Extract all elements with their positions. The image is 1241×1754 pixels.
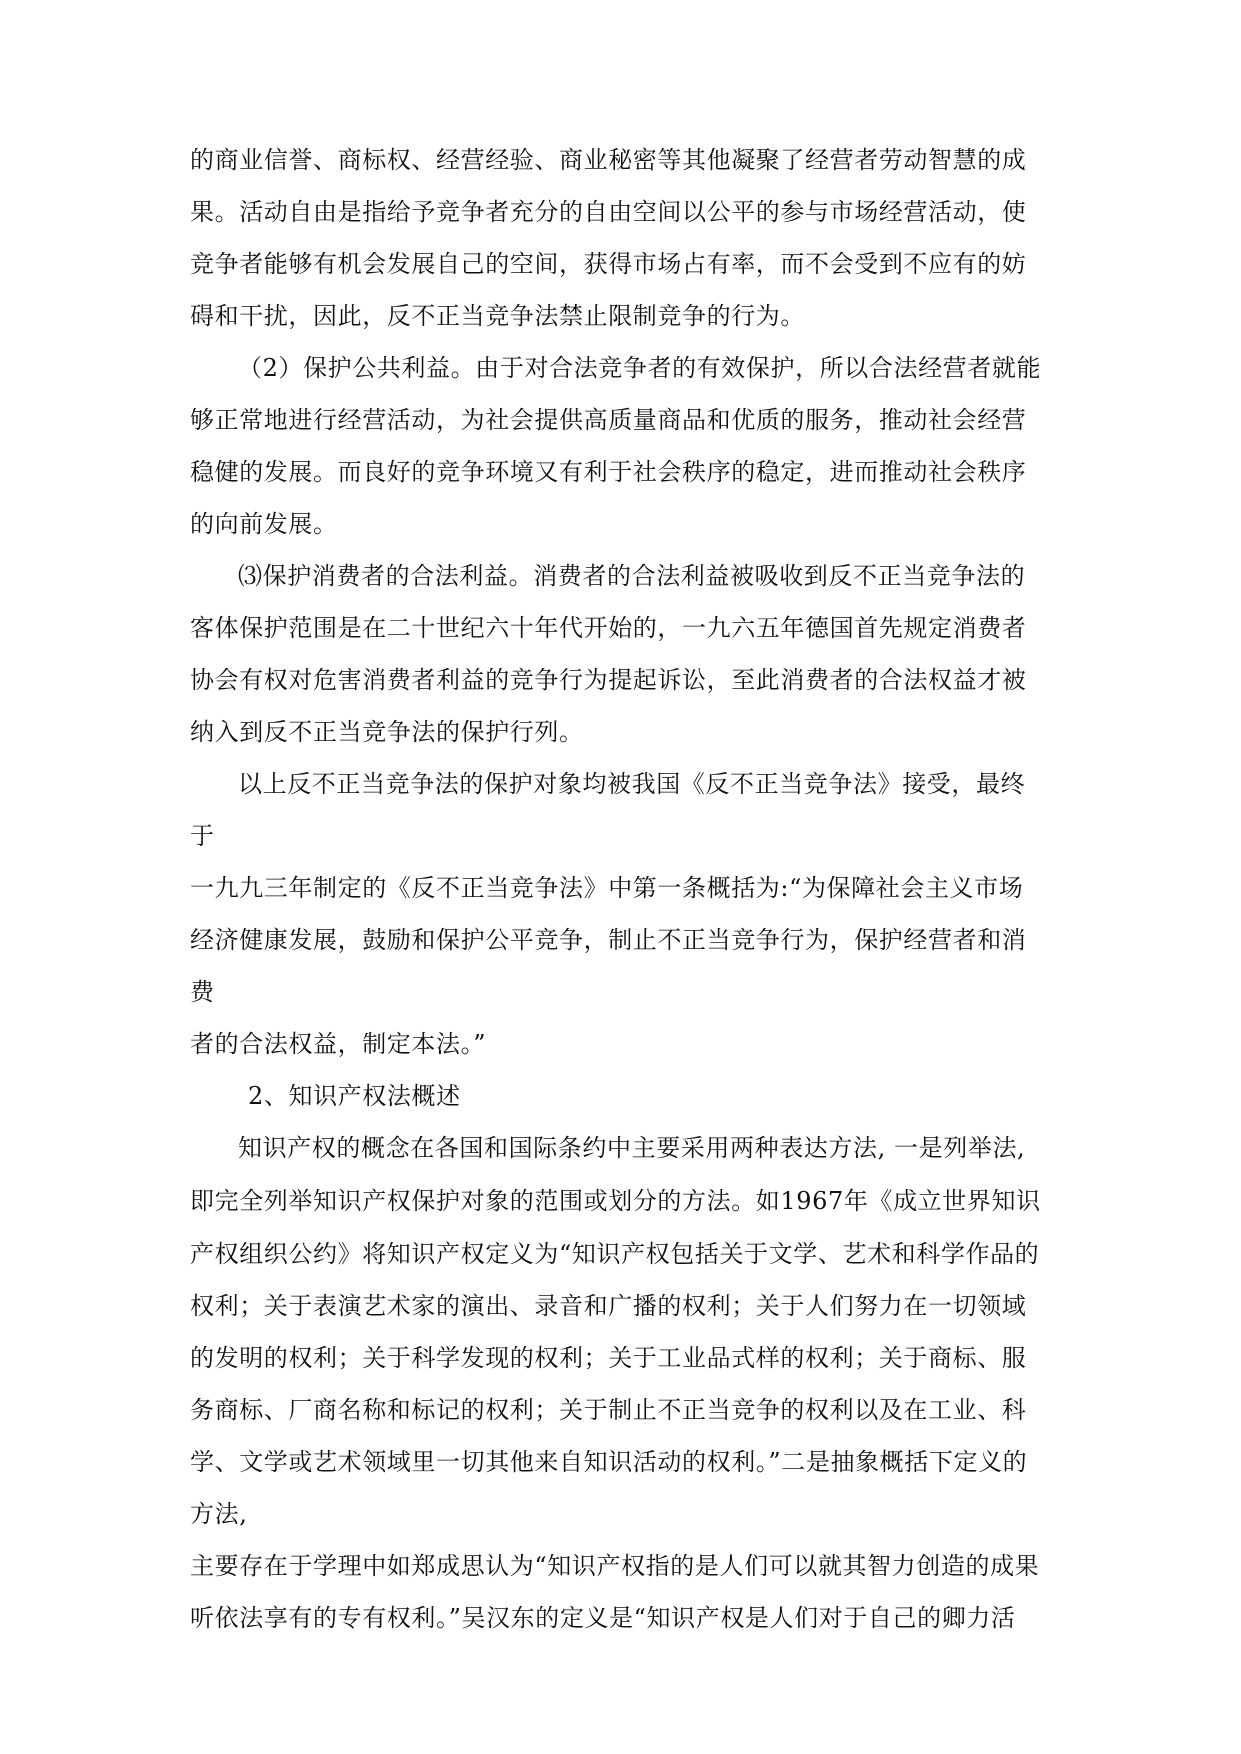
text-line: 客体保护范围是在二十世纪六十年代开始的，一九六五年德国首先规定消费者: [190, 614, 1027, 642]
text-line: 权利；关于表演艺术家的演出、录音和广播的权利；关于人们努力在一切领域: [190, 1292, 1027, 1320]
text-line: 协会有权对危害消费者利益的竞争行为提起诉讼，至此消费者的合法权益才被: [190, 666, 1027, 694]
text-line: 学、文学或艺术领域里一切其他来自知识活动的权利。”二是抽象概括下定义的: [190, 1448, 1028, 1476]
text-line: 务商标、厂商名称和标记的权利；关于制止不正当竞争的权利以及在工业、科: [190, 1396, 1027, 1424]
text-line: 于: [190, 822, 215, 850]
text-line: 主要存在于学理中如郑成思认为“知识产权指的是人们可以就其智力创造的成果: [190, 1552, 1040, 1580]
text-line: 纳入到反不正当竞争法的保护行列。: [190, 718, 584, 746]
text-line: 即完全列举知识产权保护对象的范围或划分的方法。如1967年《成立世界知识: [190, 1187, 1041, 1215]
text-line: 果。活动自由是指给予竞争者充分的自由空间以公平的参与市场经营活动，使: [190, 198, 1027, 226]
text-line: 费: [190, 978, 215, 1006]
text-line: （2）保护公共利益。由于对合法竞争者的有效保护，所以合法经营者就能: [238, 354, 1042, 382]
text-line: 竞争者能够有机会发展自己的空间，获得市场占有率，而不会受到不应有的妨: [190, 250, 1027, 278]
text-line: ⑶保护消费者的合法利益。消费者的合法利益被吸收到反不正当竞争法的: [238, 562, 1026, 590]
section-heading: 2、知识产权法概述: [248, 1082, 461, 1110]
text-line: 知识产权的概念在各国和国际条约中主要采用两种表达方法, 一是列举法,: [238, 1134, 1026, 1162]
text-line: 一九九三年制定的《反不正当竞争法》中第一条概括为:“为保障社会主义市场: [190, 874, 1024, 902]
text-line: 稳健的发展。而良好的竞争环境又有利于社会秩序的稳定，进而推动社会秩序: [190, 458, 1027, 486]
text-line: 的商业信誉、商标权、经营经验、商业秘密等其他凝聚了经营者劳动智慧的成: [190, 146, 1027, 174]
text-line: 的向前发展。: [190, 510, 338, 538]
text-line: 够正常地进行经营活动，为社会提供高质量商品和优质的服务，推动社会经营: [190, 406, 1027, 434]
text-line: 以上反不正当竞争法的保护对象均被我国《反不正当竞争法》接受，最终: [238, 770, 1026, 798]
text-line: 者的合法权益，制定本法。”: [190, 1030, 487, 1058]
text-line: 经济健康发展，鼓励和保护公平竞争，制止不正当竞争行为，保护经营者和消: [190, 926, 1027, 954]
text-line: 产权组织公约》将知识产权定义为“知识产权包括关于文学、艺术和科学作品的: [190, 1240, 1040, 1268]
text-line: 碍和干扰，因此，反不正当竞争法禁止限制竞争的行为。: [190, 302, 805, 330]
text-line: 听依法享有的专有权利。”吴汉东的定义是“知识产权是人们对于自己的卿力活: [190, 1604, 1016, 1632]
text-line: 的发明的权利；关于科学发现的权利；关于工业品式样的权利；关于商标、服: [190, 1344, 1027, 1372]
text-line: 方法,: [190, 1500, 248, 1528]
